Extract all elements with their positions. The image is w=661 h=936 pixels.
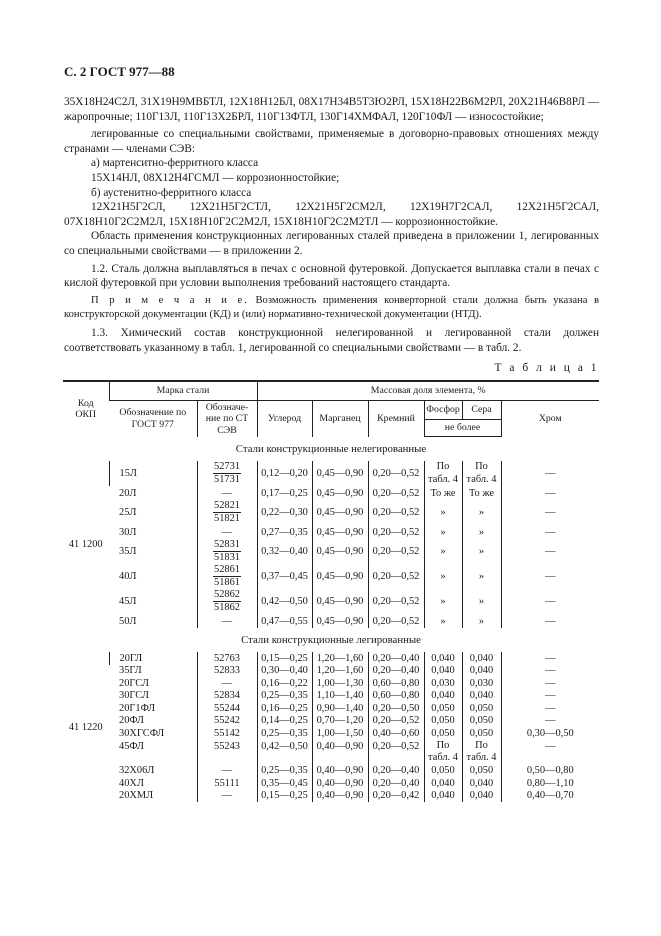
p-cell: 0,040 [424,665,462,678]
c-cell: 0,42—0,50 [257,589,312,614]
s-cell: 0,050 [462,727,501,740]
paragraph: 35Х18Н24С2Л, 31Х19Н9МВБТЛ, 12Х18Н12БЛ, 08Х17Н34В5Т3Ю2РЛ, 15Х18Н22В6М2РЛ, 20Х21Н46В8РЛ — жаропрочные; 110Г13Л, 110Г13Х2БРЛ, 110Г13ФТЛ, 130Г14ХМФАЛ, 120Г10ФЛ — износостойкие; [64,96,599,123]
col-st-header: Обозначе- ние по СТ СЭВ [197,401,257,437]
cr-cell: — [501,652,599,665]
p-cell: » [424,614,462,628]
mn-cell: 0,45—0,90 [312,539,368,564]
composition-table [63,380,599,802]
section-heading: Стали конструкционные нелегированные [235,443,427,455]
note-text: Возможность применения конверторной стали должна быть указана в конструкторской документации (КД) и (или) нормативно-технической документации (НТД). [64,294,600,321]
c-cell: 0,35—0,45 [257,777,312,790]
mn-cell: 0,90—1,40 [312,702,368,715]
c-cell: 0,22—0,30 [257,500,312,525]
si-cell: 0,20—0,52 [368,500,424,525]
mn-cell: 0,45—0,90 [312,486,368,500]
c-cell: 0,15—0,25 [257,652,312,665]
c-cell: 0,27—0,35 [257,525,312,539]
grade-cell: 45ФЛ [119,740,144,752]
mn-cell: 0,45—0,90 [312,589,368,614]
si-cell: 0,20—0,52 [368,564,424,589]
s-cell: 0,040 [462,690,501,703]
p-cell: » [424,525,462,539]
c-cell: 0,25—0,35 [257,765,312,778]
grade-cell: 20ХМЛ [119,790,154,802]
s-cell [462,461,501,486]
mn-cell: 0,70—1,20 [312,715,368,728]
grade-cell: 40ХЛ [119,777,144,789]
si-cell: 0,20—0,40 [368,652,424,665]
st-den: 51731 [214,474,240,485]
section-heading: Стали конструкционные легированные [241,634,421,646]
cr-cell: — [501,486,599,500]
cr-cell: 0,40—0,70 [501,790,599,803]
grade-cell: 15Л [109,461,197,486]
cr-cell: — [501,715,599,728]
s-cell: 0,040 [462,790,501,803]
grade-cell: 20Л [119,487,137,499]
si-cell: 0,20—0,52 [368,614,424,628]
p-cell: 0,040 [424,690,462,703]
grade-cell: 45Л [119,596,137,607]
grade-cell: 30Л [119,526,137,538]
mn-cell: 1,20—1,60 [312,665,368,678]
st-cell [197,539,257,564]
cr-cell: — [501,461,599,486]
st-num: 52731 [214,461,240,472]
grade-cell: 50Л [119,615,137,627]
c-cell: 0,25—0,35 [257,727,312,740]
col-c-header: Углерод [257,401,312,437]
col-mass-header: Массовая доля элемента, % [257,381,599,401]
mn-cell: 1,00—1,50 [312,727,368,740]
cr-cell: — [501,500,599,525]
st-cell: — [197,486,257,500]
col-mn-header: Марганец [312,401,368,437]
paragraph: а) мартенситно-ферритного класса [91,157,259,170]
st-num: 52861 [214,564,240,575]
page-header: С. 2 ГОСТ 977—88 [64,64,175,79]
paragraph: 1.2. Сталь должна выплавляться в печах с основной футеровкой. Допускается выплавка стали в печах с кислой футеровкой при условии выполнения требований настоящего стандарта. [64,262,599,290]
mn-cell: 0,40—0,90 [312,765,368,778]
grade-cell: 30ХГСФЛ [119,727,165,739]
st-cell: — [197,765,257,778]
st-num: 52862 [214,589,240,600]
p-cell: 0,030 [424,677,462,690]
st-den: 51862 [214,602,240,613]
grade-cell: 32Х06Л [119,765,155,777]
paragraph: б) аустенитно-ферритного класса [91,186,252,199]
p-cell: 0,050 [424,765,462,778]
p-cell: 0,050 [424,715,462,728]
si-cell: 0,20—0,40 [368,765,424,778]
col-cr-header: Хром [501,401,599,437]
s-cell: То же [462,486,501,500]
cr-cell: — [501,614,599,628]
cr-cell: — [501,690,599,703]
grade-cell: 30ГСЛ [119,690,149,702]
p-cell: То же [424,486,462,500]
grade-cell: 20ГЛ [109,652,197,665]
cr-cell: — [501,564,599,589]
c-cell: 0,15—0,25 [257,790,312,803]
grade-cell: 35ГЛ [119,665,142,677]
mn-cell: 0,45—0,90 [312,500,368,525]
st-cell: 52834 [197,690,257,703]
c-cell: 0,37—0,45 [257,564,312,589]
p-line2: табл. 4 [428,473,458,485]
st-cell: — [197,790,257,803]
s-cell: » [462,525,501,539]
p-cell: 0,050 [424,727,462,740]
p-line2: табл. 4 [428,752,458,763]
mn-cell: 1,00—1,30 [312,677,368,690]
col-marka-header: Марка стали [109,381,257,401]
s-cell: 0,050 [462,715,501,728]
st-cell: 55242 [197,715,257,728]
st-cell: 55244 [197,702,257,715]
st-cell [197,500,257,525]
p-line1: По [436,739,450,751]
mn-cell: 0,45—0,90 [312,564,368,589]
c-cell: 0,14—0,25 [257,715,312,728]
mn-cell: 0,40—0,90 [312,740,368,765]
st-num: 52831 [214,539,240,550]
st-cell [197,461,257,486]
mn-cell: 0,45—0,90 [312,614,368,628]
si-cell: 0,20—0,42 [368,790,424,803]
table-caption: Т а б л и ц а 1 [494,362,599,374]
note-label: П р и м е ч а н и е. [91,294,249,306]
c-cell: 0,42—0,50 [257,740,312,765]
note [64,294,599,323]
col-p-header: Фосфор [424,401,462,420]
p-cell [424,740,462,765]
s-cell: » [462,564,501,589]
st-cell: 52833 [197,665,257,678]
col-si-header: Кремний [368,401,424,437]
s-cell: » [462,614,501,628]
st-cell: 55243 [197,740,257,765]
s-line1: По [475,739,488,751]
s-cell: » [462,539,501,564]
s-cell: 0,040 [462,652,501,665]
c-cell: 0,12—0,20 [257,461,312,486]
paragraph: 12Х21Н5Г2СЛ, 12Х21Н5Г2СТЛ, 12Х21Н5Г2СМ2Л, 12Х19Н7Г2САЛ, 12Х21Н5Г2САЛ, 07Х18Н10Г2С2М2Л, 15Х18Н10Г2С2М2Л, 15Х18Н10Г2С2М2ТЛ — коррозионностойкие. [64,201,599,228]
si-cell: 0,20—0,50 [368,702,424,715]
cr-cell: — [501,702,599,715]
st-cell [197,564,257,589]
cr-cell: 0,30—0,50 [501,727,599,740]
si-cell: 0,20—0,52 [368,461,424,486]
grade-cell: 20ФЛ [119,715,144,727]
grade-cell: 20Г1ФЛ [119,702,156,714]
s-cell: 0,030 [462,677,501,690]
si-cell: 0,20—0,40 [368,777,424,790]
si-cell: 0,60—0,80 [368,690,424,703]
st-cell [197,589,257,614]
kod-cell: 41 1200 [68,539,103,550]
grade-cell: 20ГСЛ [119,677,149,689]
c-cell: 0,16—0,22 [257,677,312,690]
s-cell: » [462,589,501,614]
st-den: 51831 [214,552,240,563]
p-cell: 0,040 [424,777,462,790]
grade-cell: 35Л [119,546,137,557]
st-cell: 52763 [197,652,257,665]
s-cell [462,740,501,765]
p-cell: » [424,539,462,564]
st-cell: 55142 [197,727,257,740]
p-line1: По [436,461,450,472]
ne-bolee-header: не более [424,420,501,437]
s-cell: 0,040 [462,777,501,790]
cr-cell: 0,80—1,10 [501,777,599,790]
col-kod-header: Код ОКП [63,381,109,437]
grade-cell: 40Л [119,571,137,582]
c-cell: 0,47—0,55 [257,614,312,628]
st-cell: — [197,677,257,690]
c-cell: 0,16—0,25 [257,702,312,715]
cr-cell: — [501,539,599,564]
cr-cell: — [501,677,599,690]
st-cell: 55111 [197,777,257,790]
st-den: 51861 [214,577,240,588]
c-cell: 0,25—0,35 [257,690,312,703]
kod-cell: 41 1220 [68,721,103,733]
cr-cell: — [501,740,599,765]
p-cell: 0,040 [424,790,462,803]
si-cell: 0,20—0,52 [368,715,424,728]
p-cell [424,461,462,486]
c-cell: 0,32—0,40 [257,539,312,564]
p-cell: » [424,564,462,589]
cr-cell: 0,50—0,80 [501,765,599,778]
st-den: 51821 [214,513,240,524]
mn-cell: 0,40—0,90 [312,790,368,803]
cr-cell: — [501,525,599,539]
si-cell: 0,20—0,52 [368,740,424,765]
cr-cell: — [501,665,599,678]
si-cell: 0,60—0,80 [368,677,424,690]
s-cell: 0,050 [462,765,501,778]
si-cell: 0,40—0,60 [368,727,424,740]
c-cell: 0,17—0,25 [257,486,312,500]
paragraph: 15Х14НЛ, 08Х12Н4ГСМЛ — коррозионностойкие; [91,171,340,184]
si-cell: 0,20—0,52 [368,525,424,539]
st-cell: — [197,525,257,539]
p-cell: 0,040 [424,652,462,665]
col-gost-header: Обозначение по ГОСТ 977 [119,407,187,430]
mn-cell: 0,45—0,90 [312,461,368,486]
s-line1: По [475,461,488,472]
p-cell: » [424,589,462,614]
p-cell: » [424,500,462,525]
paragraph: легированные со специальными свойствами, применяемые в договорно-правовых отношениях между странами — членами СЭВ: [64,128,599,155]
cr-cell: — [501,589,599,614]
grade-cell: 25Л [119,507,137,518]
si-cell: 0,20—0,52 [368,486,424,500]
st-cell: — [197,614,257,628]
col-s-header: Сера [462,401,501,420]
mn-cell: 0,45—0,90 [312,525,368,539]
mn-cell: 0,40—0,90 [312,777,368,790]
st-num: 52821 [214,500,240,511]
c-cell: 0,30—0,40 [257,665,312,678]
paragraph: 1.3. Химический состав конструкционной нелегированной и легированной стали должен соответствовать указанному в табл. 1, легированной со специальными свойствами — в табл. 2. [64,326,599,354]
paragraph: Область применения конструкционных легированных сталей приведена в приложении 1, легированных со специальными свойствами — в приложении 2. [64,230,599,257]
mn-cell: 1,20—1,60 [312,652,368,665]
s-cell: 0,040 [462,665,501,678]
s-line2: табл. 4 [466,473,497,485]
si-cell: 0,20—0,52 [368,589,424,614]
p-cell: 0,050 [424,702,462,715]
si-cell: 0,20—0,52 [368,539,424,564]
si-cell: 0,20—0,40 [368,665,424,678]
s-cell: 0,050 [462,702,501,715]
body-text [64,95,599,355]
mn-cell: 1,10—1,40 [312,690,368,703]
s-line2: табл. 4 [466,752,497,763]
s-cell: » [462,500,501,525]
